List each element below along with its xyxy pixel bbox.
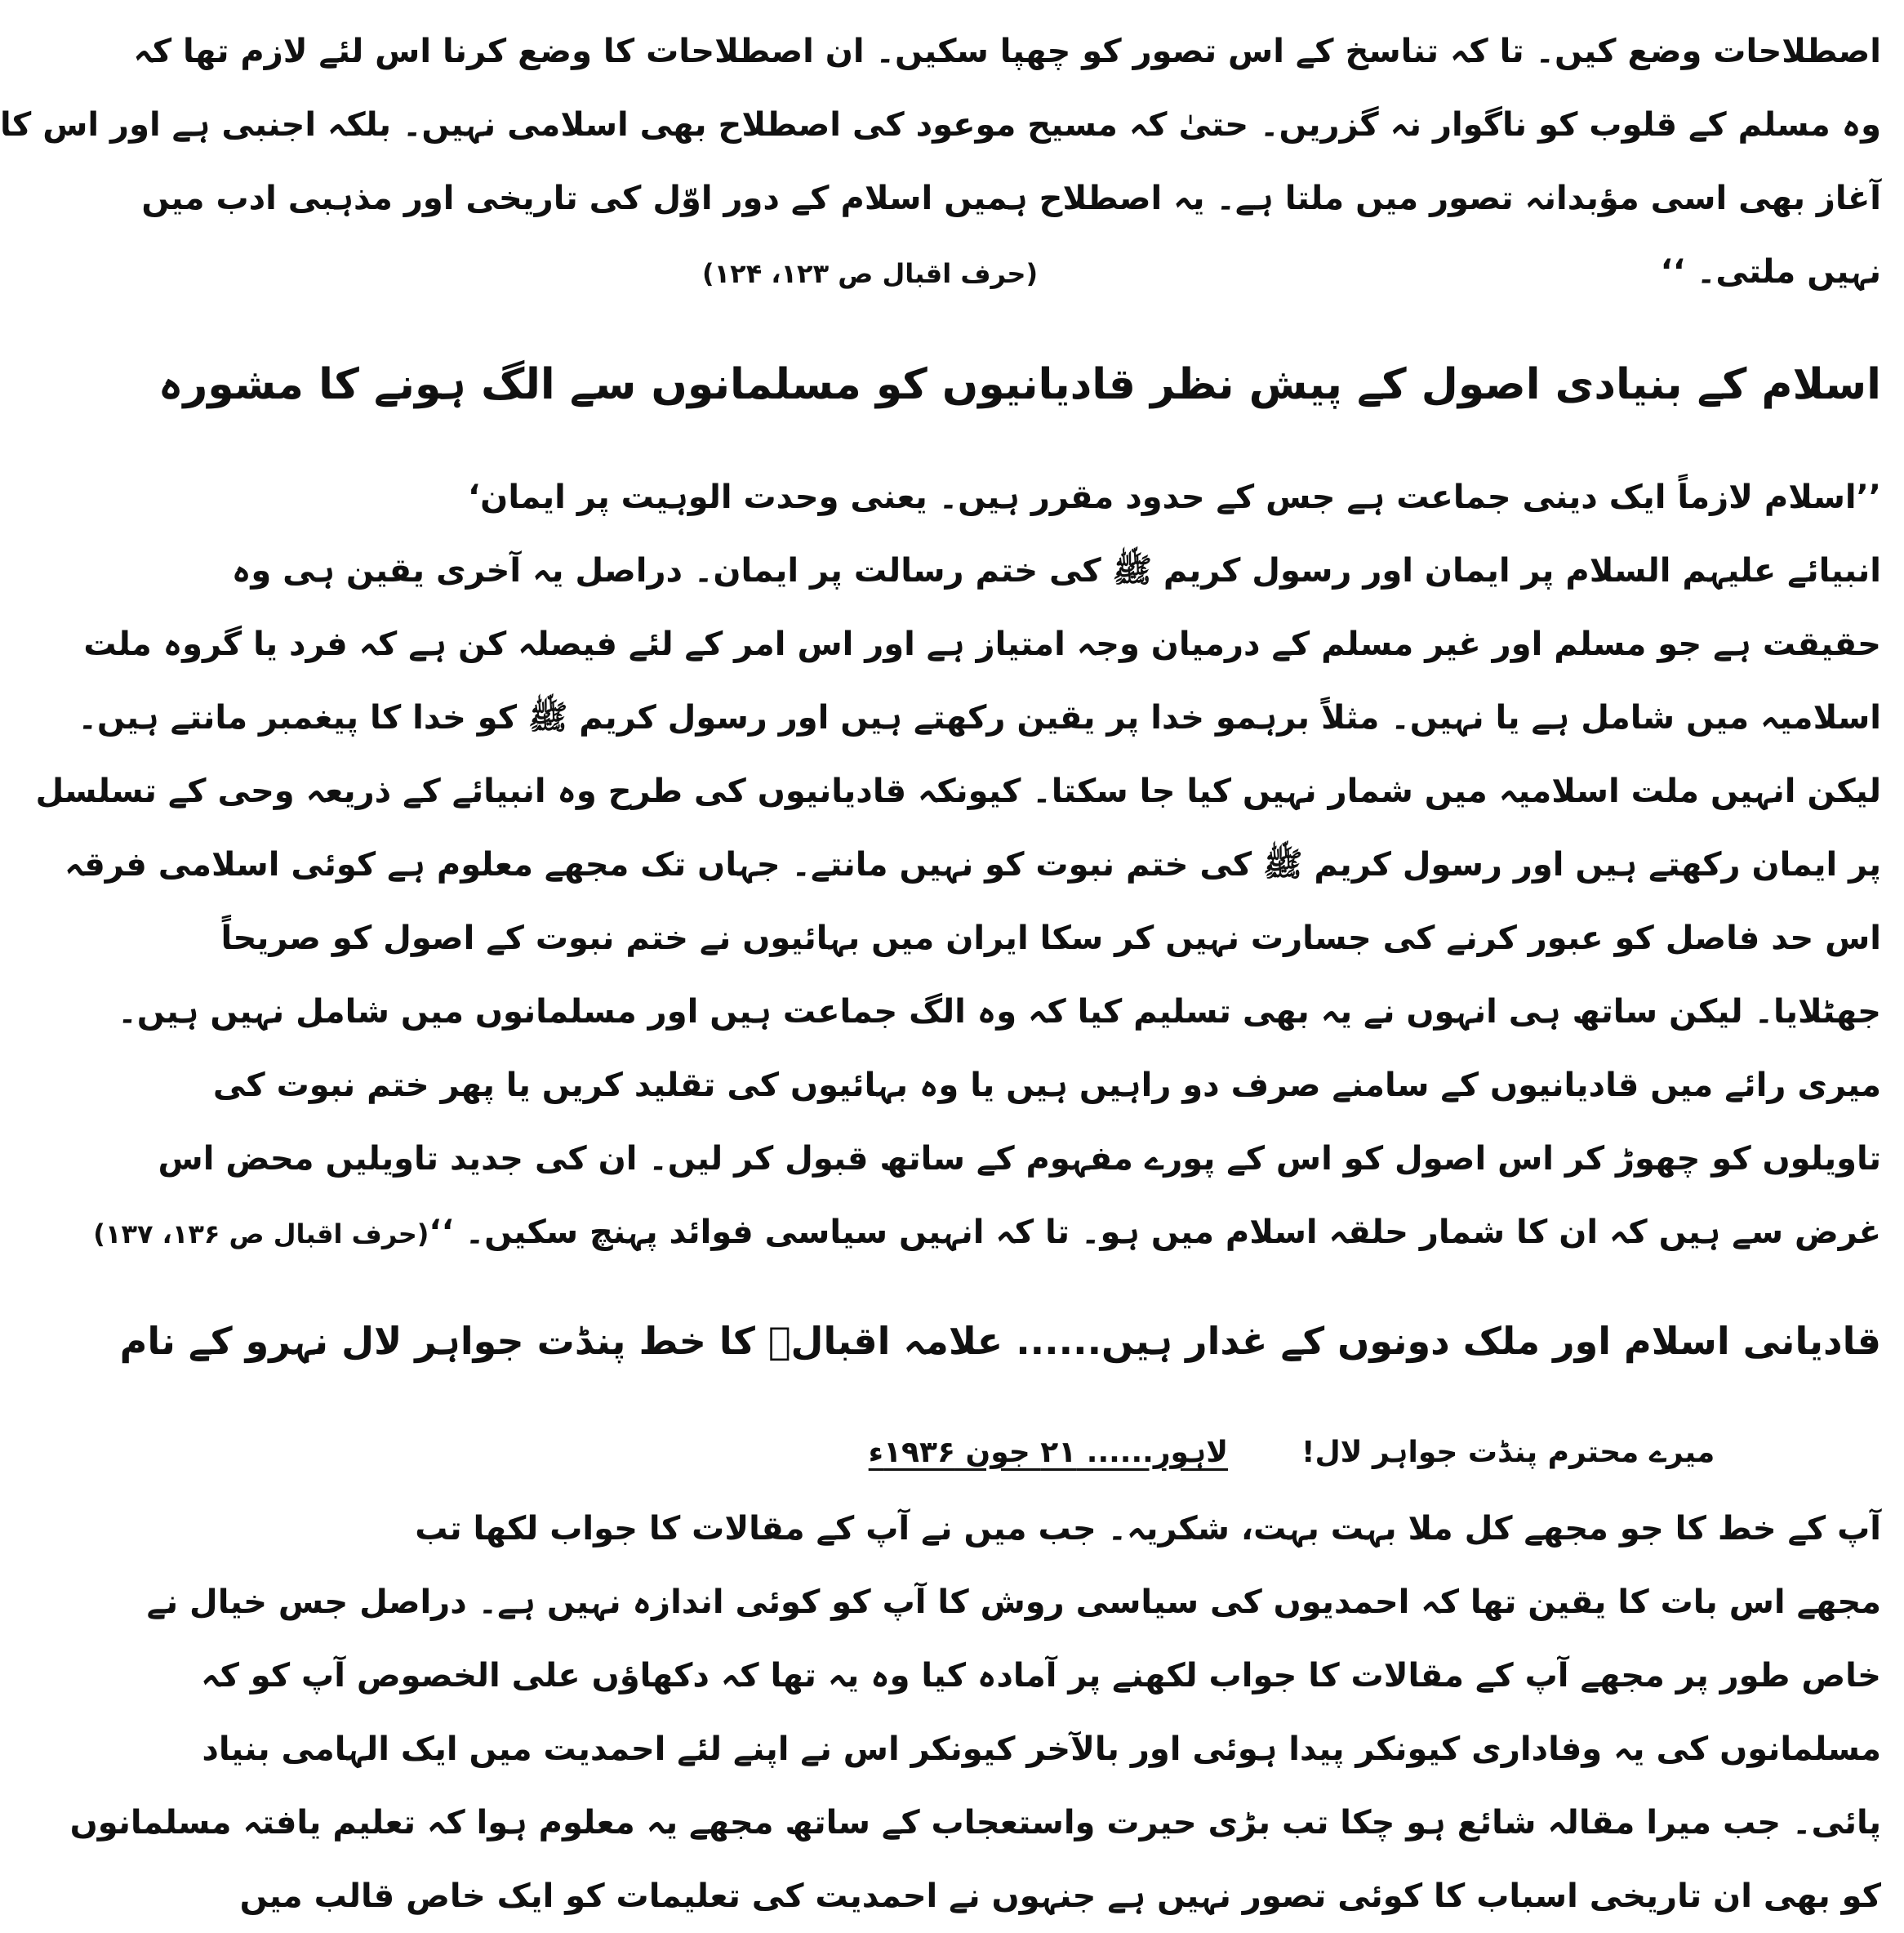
text-line: خاص طور پر مجھے آپ کے مقالات کا جواب لکھنے پر آمادہ کیا وہ یہ تھا کہ دکھاؤں علی الخصوص آپ کو کہ [201, 1656, 1881, 1695]
text-line: نہیں ملتی۔ ‘‘ [1660, 253, 1881, 291]
text-line: پر ایمان رکھتے ہیں اور رسول کریم ﷺ کی ختم نبوت کو نہیں مانتے۔ جہاں تک مجھے معلوم ہے کوئی اسلامی فرقہ [65, 846, 1881, 884]
text-line: پائی۔ جب میرا مقالہ شائع ہو چکا تب بڑی حیرت واستعجاب کے ساتھ مجھے یہ معلوم ہوا کہ تعلیم یافتہ مسلمانوں [69, 1803, 1881, 1842]
text-line: مجھے اس بات کا یقین تھا کہ احمدیوں کی سیاسی روش کا آپ کو کوئی اندازہ نہیں ہے۔ دراصل جس خیال نے [146, 1583, 1881, 1621]
letter-heading: قادیانی اسلام اور ملک دونوں کے غدار ہیں...... علامہ اقبالؒ کا خط پنڈت جواہر لال نہرو کے نام [119, 1319, 1881, 1364]
letter-salutation: میرے محترم پنڈت جواہر لال! [1301, 1435, 1715, 1469]
text-line: اسلامیہ میں شامل ہے یا نہیں۔ مثلاً برہمو خدا پر یقین رکھتے ہیں اور رسول کریم ﷺ کو خدا کا پیغمبر مانتے ہیں۔ [78, 699, 1881, 737]
text-line-with-reference [93, 1196, 1881, 1269]
text-line: آپ کے خط کا جو مجھے کل ملا بہت بہت، شکریہ۔ جب میں نے آپ کے مقالات کا جواب لکھا تب [415, 1509, 1881, 1548]
text-line: مسلمانوں کی یہ وفاداری کیونکر پیدا ہوئی اور بالآخر کیونکر اس نے اپنے لئے احمدیت میں ایک الہامی بنیاد [202, 1730, 1881, 1768]
text-line: ’’اسلام لازماً ایک دینی جماعت ہے جس کے حدود مقرر ہیں۔ یعنی وحدت الوہیت پر ایمان‘ [467, 479, 1881, 517]
text-line: جھٹلایا۔ لیکن ساتھ ہی انہوں نے یہ بھی تسلیم کیا کہ وہ الگ جماعت ہیں اور مسلمانوں میں شامل نہیں ہیں۔ [118, 993, 1881, 1031]
text-line: آغاز بھی اسی مؤبدانہ تصور میں ملتا ہے۔ یہ اصطلاح ہمیں اسلام کے دور اوّل کی تاریخی اور مذہبی ادب میں [141, 180, 1881, 217]
letter-header [702, 1414, 1881, 1492]
section-heading: اسلام کے بنیادی اصول کے پیش نظر قادیانیوں کو مسلمانوں سے الگ ہونے کا مشورہ [158, 360, 1881, 410]
text-line: غرض سے ہیں کہ ان کا شمار حلقہ اسلام میں ہو۔ تا کہ انہیں سیاسی فوائد پہنچ سکیں۔ ‘‘ [429, 1214, 1881, 1252]
text-line: کو بھی ان تاریخی اسباب کا کوئی تصور نہیں ہے جنہوں نے احمدیت کی تعلیمات کو ایک خاص قالب میں [239, 1877, 1881, 1915]
letter-place-date: لاہور...... ۲۱ جون ۱۹۳۶ء [868, 1435, 1229, 1469]
text-line: اصطلاحات وضع کیں۔ تا کہ تناسخ کے اس تصور کو چھپا سکیں۔ ان اصطلاحات کا وضع کرنا اس لئے لازم تھا کہ [133, 33, 1881, 70]
text-line: تاویلوں کو چھوڑ کر اس اصول کو اس کے پورے مفہوم کے ساتھ قبول کر لیں۔ ان کی جدید تاویلیں محض اس [158, 1140, 1881, 1178]
section-1-paragraph [0, 15, 1881, 309]
text-line: انبیائے علیہم السلام پر ایمان اور رسول کریم ﷺ کی ختم رسالت پر ایمان۔ دراصل یہ آخری یقین ہی وہ [231, 552, 1881, 590]
text-line: حقیقت ہے جو مسلم اور غیر مسلم کے درمیان وجہ امتیاز ہے اور اس امر کے لئے فیصلہ کن ہے کہ فرد یا گروہ ملت [83, 626, 1881, 664]
citation-reference: (حرف اقبال ص ۱۳۶، ۱۳۷) [93, 1218, 429, 1250]
section-2-paragraph [35, 461, 1881, 1269]
text-line: اس حد فاصل کو عبور کرنے کی جسارت نہیں کر سکا ایران میں بہائیوں نے ختم نبوت کے اصول کو صریحاً [220, 920, 1881, 958]
document-page [0, 15, 1881, 1915]
letter-body [69, 1492, 1881, 1933]
citation-reference: (حرف اقبال ص ۱۲۳، ۱۲۴) [702, 258, 1039, 289]
text-line: میری رائے میں قادیانیوں کے سامنے صرف دو راہیں ہیں یا وہ بہائیوں کی تقلید کریں یا پھر ختم نبوت کی [212, 1067, 1881, 1105]
text-line-with-reference [702, 235, 1881, 309]
text-line: وہ مسلم کے قلوب کو ناگوار نہ گزریں۔ حتیٰ کہ مسیح موعود کی اصطلاح بھی اسلامی نہیں۔ بلکہ اجنبی ہے اور اس کا [0, 106, 1881, 144]
text-line: لیکن انہیں ملت اسلامیہ میں شمار نہیں کیا جا سکتا۔ کیونکہ قادیانیوں کی طرح وہ انبیائے کے ذریعہ وحی کے تسلسل [35, 773, 1881, 811]
